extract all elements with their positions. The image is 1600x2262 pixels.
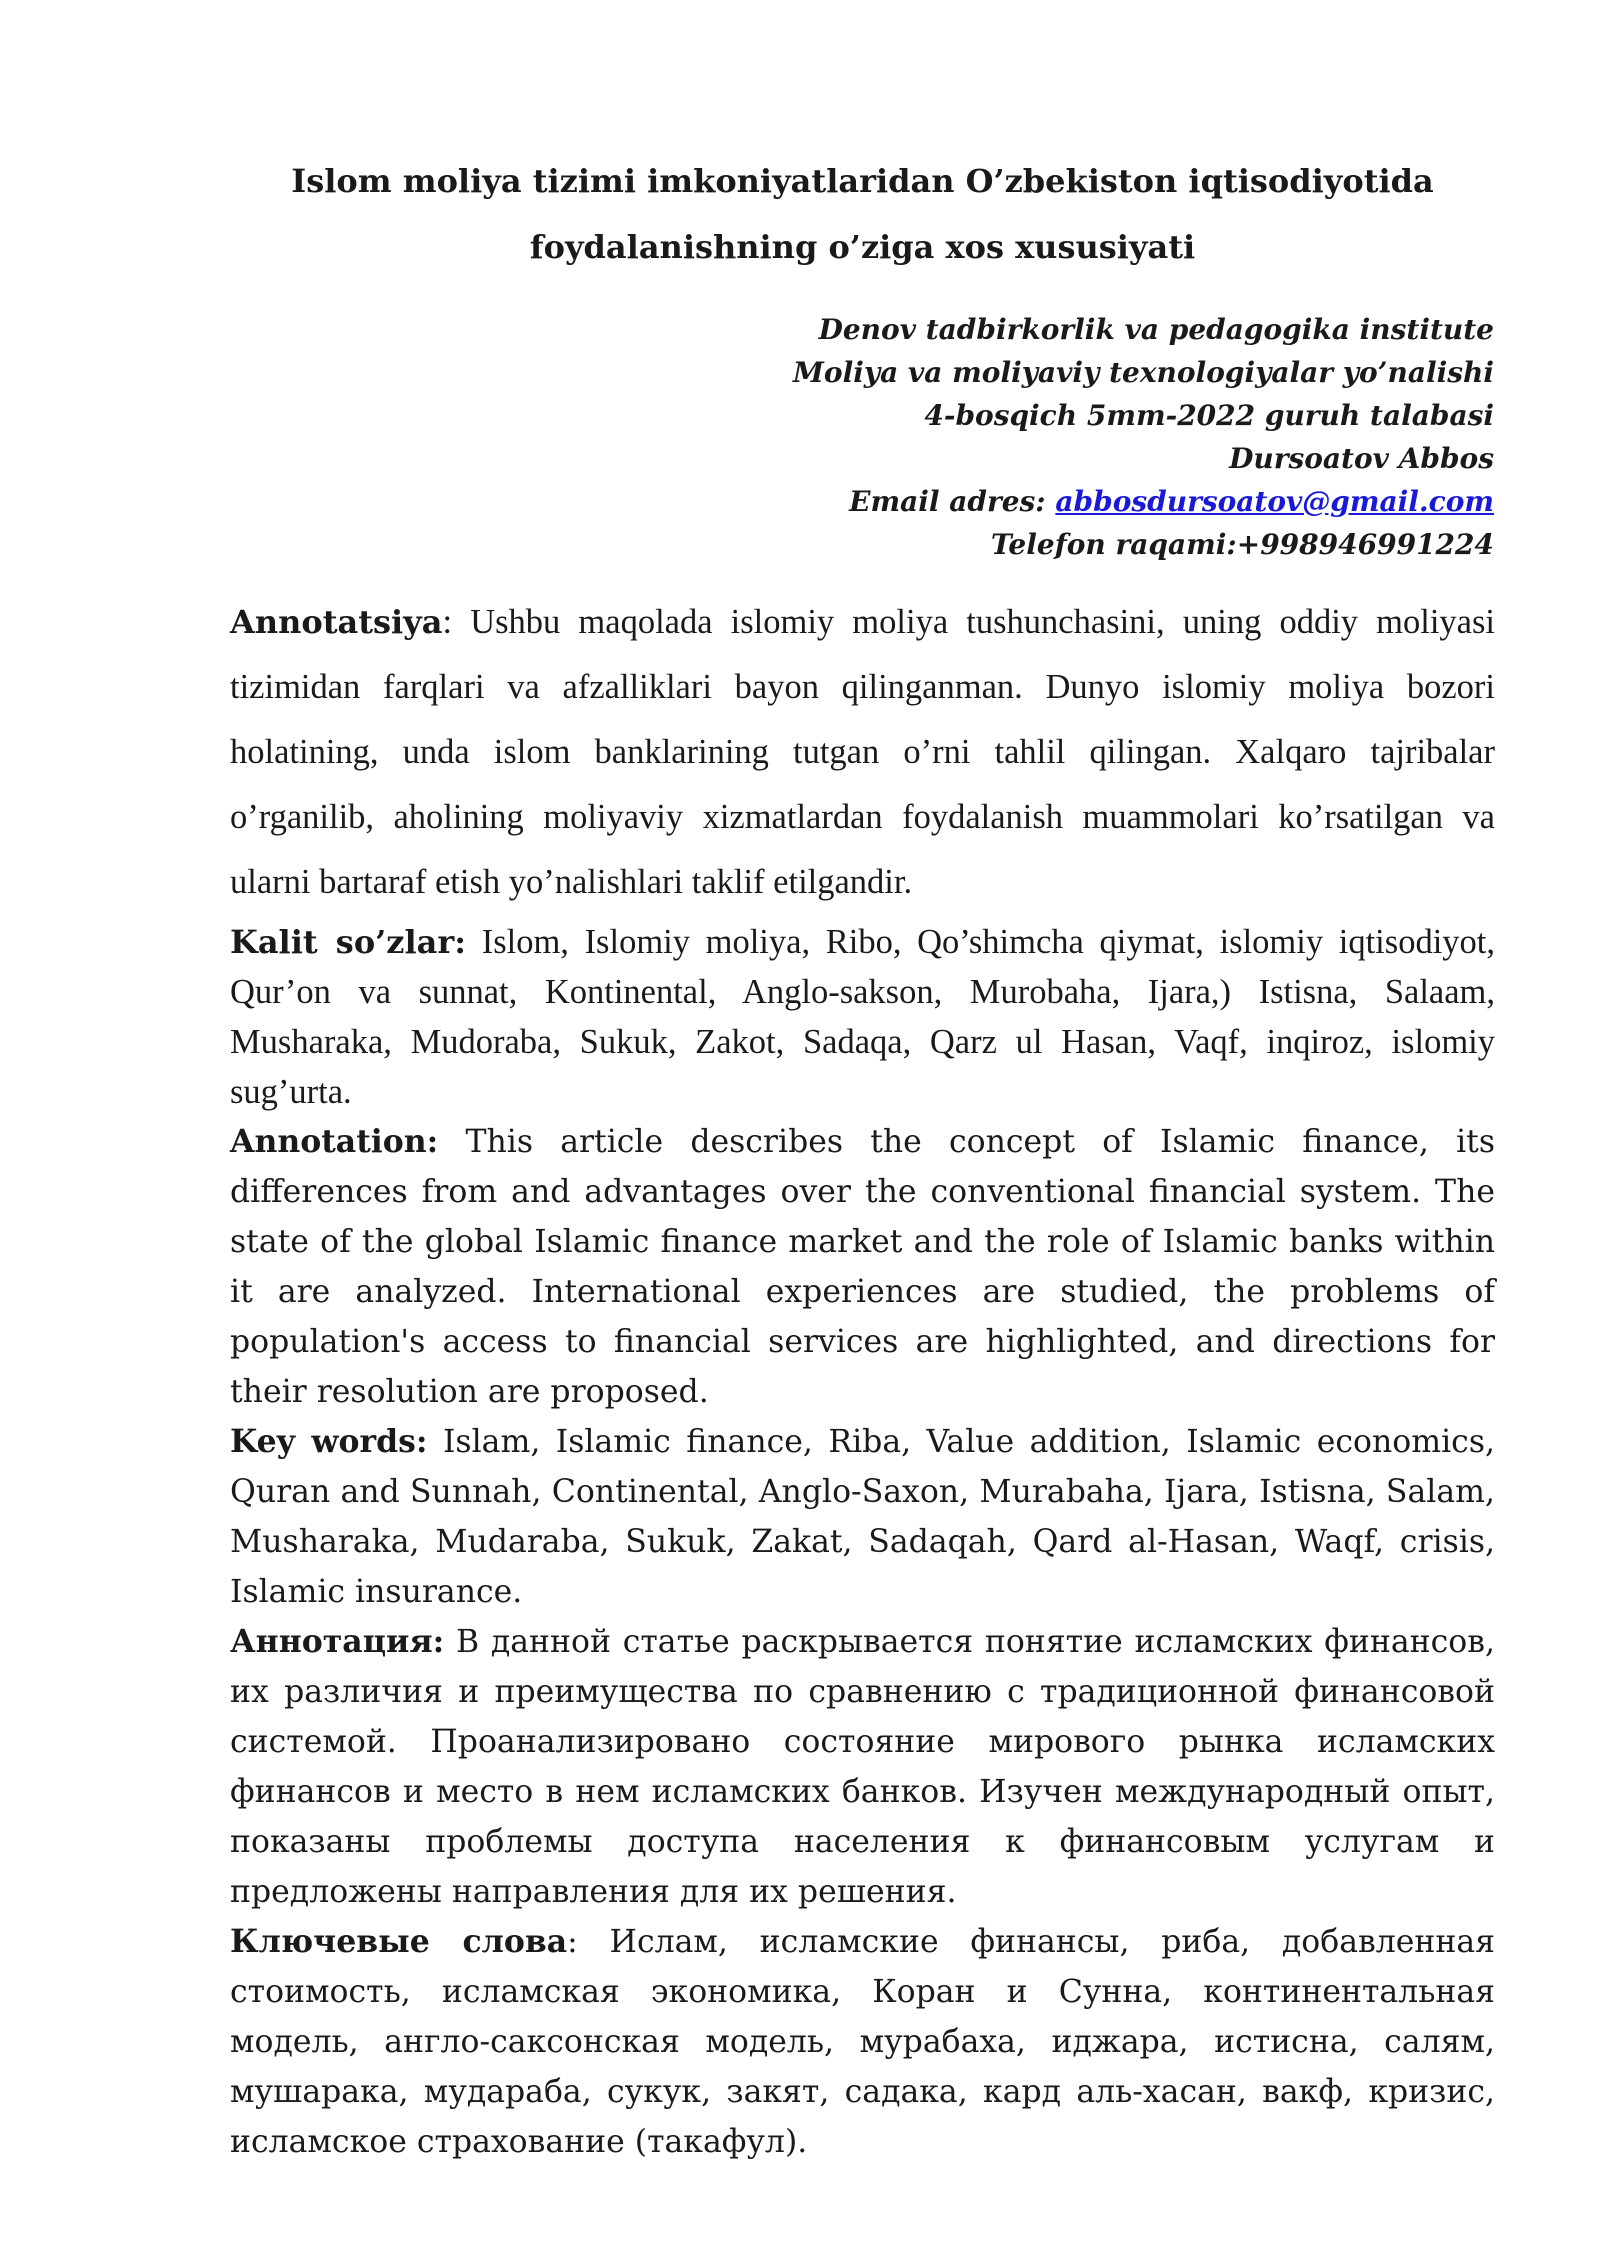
uz-keywords-text: Islom, Islomiy moliya, Ribo, Qo’shimcha qiymat, islomiy iqtisodiyot, Qur’on va sunnat, Kontinental, Anglo-sakson, Murobaha, Ijara,) Istisna, Salaam, Musharaka, Mudoraba, Sukuk, Zakot, Sadaqa, Qarz ul Hasan, Vaqf, inqiroz, islomiy sug’urta. [230, 923, 1495, 1111]
author-phone: Telefon raqami:+998946991224 [990, 528, 1494, 561]
email-label: Email adres: [849, 485, 1056, 518]
uz-annotation-label: Annotatsiya [230, 603, 443, 641]
author-institute: Denov tadbirkorlik va pedagogika institute [818, 313, 1494, 346]
ru-keywords [230, 1917, 1495, 2167]
title-line-2: foydalanishning o’ziga xos xususiyati [529, 228, 1196, 266]
en-annotation [230, 1117, 1495, 1417]
author-email-line [594, 480, 1494, 523]
author-group: 4-bosqich 5mm-2022 guruh talabasi [924, 399, 1494, 432]
en-keywords-label: Key words: [230, 1423, 428, 1460]
author-name: Dursoatov Abbos [1229, 442, 1494, 475]
article-body [230, 590, 1495, 2167]
uz-annotation-text: : Ushbu maqolada islomiy moliya tushunchasini, uning oddiy moliyasi tizimidan farqlari va afzalliklari bayon qilinganman. Dunyo islomiy moliya bozori holatining, unda islom banklarining tutgan o’rni tahlil qilingan. Xalqaro tajribalar o’rganilib, aholining moliyaviy xizmatlardan foydalanish muammolari ko’rsatilgan va ularni bartaraf etish yo’nalishlari taklif etilgandir. [230, 603, 1495, 901]
author-info [594, 308, 1494, 566]
ru-keywords-text: : Ислам, исламские финансы, риба, добавленная стоимость, исламская экономика, Коран и Сунна, континентальная модель, англо-саксонская модель, мурабаха, иджара, истисна, салям, мушарака, мудараба, сукук, закят, садака, кард аль-хасан, вакф, кризис, исламское страхование (такафул). [230, 1924, 1496, 2160]
uz-keywords-label: Kalit so’zlar: [230, 923, 467, 961]
author-department: Moliya va moliyaviy texnologiyalar yo’nalishi [792, 356, 1494, 389]
ru-annotation-label: Аннотация: [230, 1623, 445, 1660]
en-keywords-text: Islam, Islamic finance, Riba, Value addition, Islamic economics, Quran and Sunnah, Continental, Anglo-Saxon, Murabaha, Ijara, Istisna, Salam, Musharaka, Mudaraba, Sukuk, Zakat, Sadaqah, Qard al-Hasan, Waqf, crisis, Islamic insurance. [230, 1424, 1496, 1610]
en-keywords [230, 1417, 1495, 1617]
ru-keywords-label: Ключевые слова [230, 1923, 568, 1960]
ru-annotation [230, 1617, 1495, 1917]
title-line-1: Islom moliya tizimi imkoniyatlaridan O’zbekiston iqtisodiyotida [291, 162, 1434, 200]
en-annotation-label: Annotation: [230, 1123, 439, 1160]
uz-annotation [230, 590, 1495, 915]
uz-keywords [230, 917, 1495, 1117]
ru-annotation-text: В данной статье раскрывается понятие исламских финансов, их различия и преимущества по сравнению с традиционной финансовой системой. Проанализировано состояние мирового рынка исламских финансов и место в нем исламских банков. Изучен международный опыт, показаны проблемы доступа населения к финансовым услугам и предложены направления для их решения. [230, 1624, 1495, 1910]
en-annotation-text: This article describes the concept of Islamic finance, its differences from and advantages over the conventional financial system. The state of the global Islamic finance market and the role of Islamic banks within it are analyzed. International experiences are studied, the problems of population's access to financial services are highlighted, and directions for their resolution are proposed. [230, 1124, 1495, 1410]
email-link[interactable]: abbosdursoatov@gmail.com [1055, 485, 1494, 518]
article-title [230, 148, 1495, 280]
